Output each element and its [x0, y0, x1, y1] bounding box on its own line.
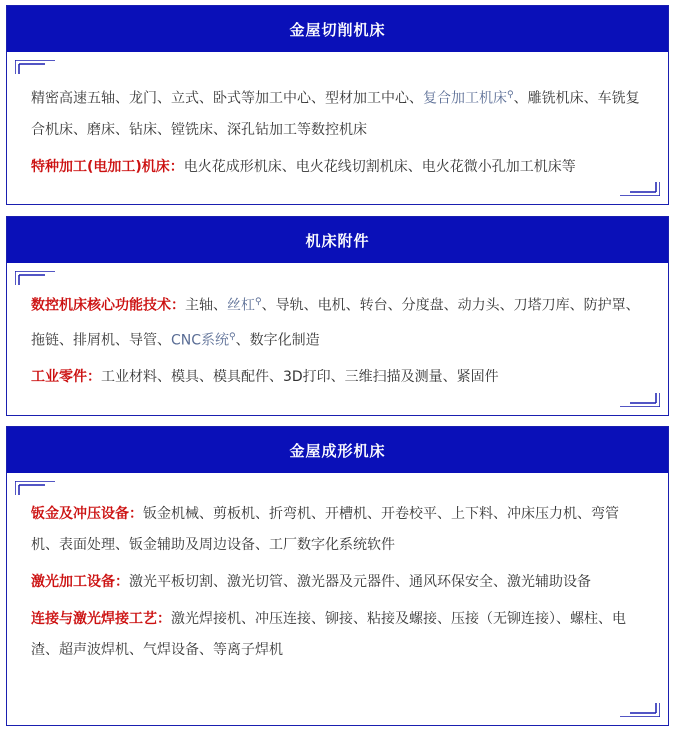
section-card-forming: [6, 426, 669, 726]
corner-decoration-icon: [15, 60, 55, 74]
corner-decoration-icon: [620, 182, 660, 196]
keyword-link[interactable]: CNC系统: [171, 332, 230, 349]
text-span: 、数字化制造: [235, 332, 320, 349]
corner-decoration-icon: [620, 393, 660, 407]
keyword-link[interactable]: 丝杠: [227, 297, 255, 314]
corner-decoration-icon: [15, 481, 55, 495]
section-card-cutting: [6, 5, 669, 205]
category-heading: 钣金及冲压设备：: [31, 506, 143, 522]
search-icon: ⚲: [507, 90, 514, 100]
category-heading: 数控机床核心功能技术：: [31, 297, 185, 314]
category-heading: 连接与激光焊接工艺：: [31, 611, 171, 627]
category-heading: 工业零件：: [31, 369, 101, 386]
paragraph: [31, 604, 646, 666]
corner-decoration-icon: [620, 703, 660, 717]
paragraph: [31, 287, 646, 356]
paragraph: [31, 567, 646, 598]
paragraph: [31, 499, 646, 561]
text-span: 钣金机械、剪板机、折弯机、开槽机、开卷校平、上下料、冲床压力机、弯管机、表面处理、钣金辅助及周边设备、工厂数字化系统软件: [31, 506, 619, 553]
text-span: 、雕铣机床、车铣复合机床、磨床、钻床、镗铣床、深孔钻加工等数控机床: [31, 90, 640, 138]
text-span: 激光平板切割、激光切管、激光器及元器件、通风环保安全、激光辅助设备: [129, 574, 591, 590]
section-title: 机床附件: [7, 217, 668, 263]
text-span: 精密高速五轴、龙门、立式、卧式等加工中心、型材加工中心、: [31, 90, 423, 107]
search-icon: ⚲: [229, 331, 236, 342]
keyword-link[interactable]: 复合加工机床: [423, 90, 507, 107]
text-span: 激光焊接机、冲压连接、铆接、粘接及螺接、压接（无铆连接）、螺柱、电渣、超声波焊机、气焊设备、等离子焊机: [31, 611, 626, 658]
section-title: 金屋成形机床: [7, 427, 668, 473]
section-title: 金屋切削机床: [7, 6, 668, 52]
category-heading: 激光加工设备：: [31, 574, 129, 590]
paragraph: [31, 152, 646, 183]
text-span: 工业材料、模具、模具配件、3D打印、三维扫描及测量、紧固件: [101, 369, 499, 386]
text-span: 电火花成形机床、电火花线切割机床、电火花微小孔加工机床等: [183, 158, 576, 175]
text-span: 、导轨、电机、转台、分度盘、动力头、刀塔刀库、防护罩、拖链、排屑机、导管、: [31, 297, 640, 349]
paragraph: [31, 362, 646, 393]
text-span: 主轴、: [185, 297, 227, 314]
section-card-accessories: [6, 216, 669, 416]
search-icon: ⚲: [255, 297, 262, 307]
category-heading: 特种加工(电加工)机床：: [31, 158, 184, 175]
corner-decoration-icon: [15, 271, 55, 285]
paragraph: [31, 80, 646, 146]
